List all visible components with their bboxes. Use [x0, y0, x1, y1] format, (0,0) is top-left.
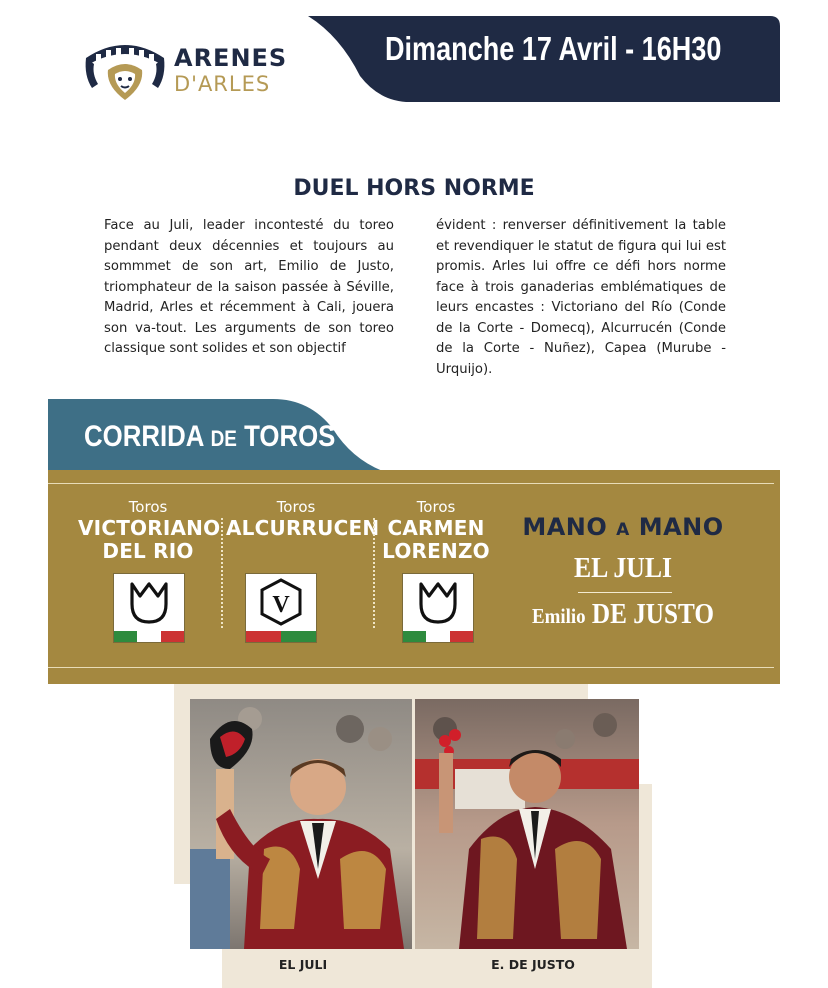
brand-victoriano-del-rio	[113, 573, 185, 643]
ranch-name-line1: CARMEN	[387, 516, 485, 540]
ranch-name-line1: ALCURRUCEN	[226, 516, 380, 540]
arenes-darles-logo	[82, 36, 288, 106]
photo-emilio-de-justo	[415, 699, 639, 949]
torero-el-juli: EL JULI	[573, 553, 673, 584]
mano-part3: MANO	[638, 513, 724, 541]
ranch-name-line1: VICTORIANO	[78, 516, 221, 540]
tulip-brand-icon	[403, 574, 473, 632]
photo-el-juli	[190, 699, 412, 949]
torero-separator	[578, 592, 672, 593]
brand-alcurrucen	[245, 573, 317, 643]
event-date: Dimanche 17 Avril - 16H30	[385, 30, 722, 67]
ranch-label: Toros	[276, 498, 316, 516]
corrida-title-part3: TOROS	[244, 420, 336, 453]
dotted-separator	[373, 518, 375, 628]
article-title: DUEL HORS NORME	[293, 176, 535, 201]
mano-a-mano-heading	[518, 513, 728, 541]
flag-stripe	[246, 631, 316, 642]
photo-caption-el-juli: EL JULI	[278, 957, 328, 972]
ranch-victoriano-del-rio	[78, 497, 221, 563]
logo-line-2: D'ARLES	[174, 72, 271, 96]
ranch-label: Toros	[416, 498, 456, 516]
arena-lion-logo-icon	[82, 36, 168, 104]
logo-line-1: ARENES	[174, 44, 288, 72]
ranch-alcurrucen	[226, 497, 380, 540]
ranch-label: Toros	[128, 498, 168, 516]
panel-divider-bottom	[48, 667, 774, 668]
flag-stripe	[114, 631, 184, 642]
ranch-name-line2: LORENZO	[382, 539, 490, 563]
flag-stripe	[403, 631, 473, 642]
article-column-left: Face au Juli, leader incontesté du toreo pendant deux décennies et toujours au sommmet de son art, Emilio de Justo, triomphateur de la saison passée à Séville, Madrid, Arles et récemment à Cali, jouera son va-tout. Les arguments de son toreo classique sont solides et son objectif	[104, 218, 394, 356]
corrida-title	[84, 420, 335, 454]
photo-caption-e-de-justo: E. DE JUSTO	[491, 957, 575, 972]
torero2-first-name: Emilio	[532, 604, 586, 628]
ranch-name-line2: DEL RIO	[102, 539, 194, 563]
dotted-separator	[221, 518, 223, 628]
svg-text:V: V	[272, 592, 290, 618]
corrida-title-part1: CORRIDA	[84, 420, 204, 453]
matador-photo-1	[190, 699, 412, 949]
brand-carmen-lorenzo	[402, 573, 474, 643]
mano-part1: MANO	[522, 513, 608, 541]
ranch-carmen-lorenzo	[366, 497, 506, 563]
corrida-title-part2: DE	[210, 426, 237, 451]
torero2-last-name: DE JUSTO	[591, 599, 714, 630]
matador-photo-2	[415, 699, 639, 949]
mano-part2: A	[616, 520, 630, 540]
article-column-right: évident : renverser définitivement la table et revendiquer le statut de figura qui lui est promis. Arles lui offre ce défi hors norme face à trois ganaderias emblématiques de leurs encastes : Victoriano del Río (Conde de la Corte - Domecq), Alcurrucén (Conde de la Corte - Nuñez), Capea (Murube - Urquijo).	[436, 218, 726, 377]
torero-emilio-de-justo	[521, 599, 724, 631]
v-hexagon-brand-icon	[246, 574, 316, 632]
tulip-brand-icon	[114, 574, 184, 632]
panel-divider-top	[48, 483, 774, 484]
